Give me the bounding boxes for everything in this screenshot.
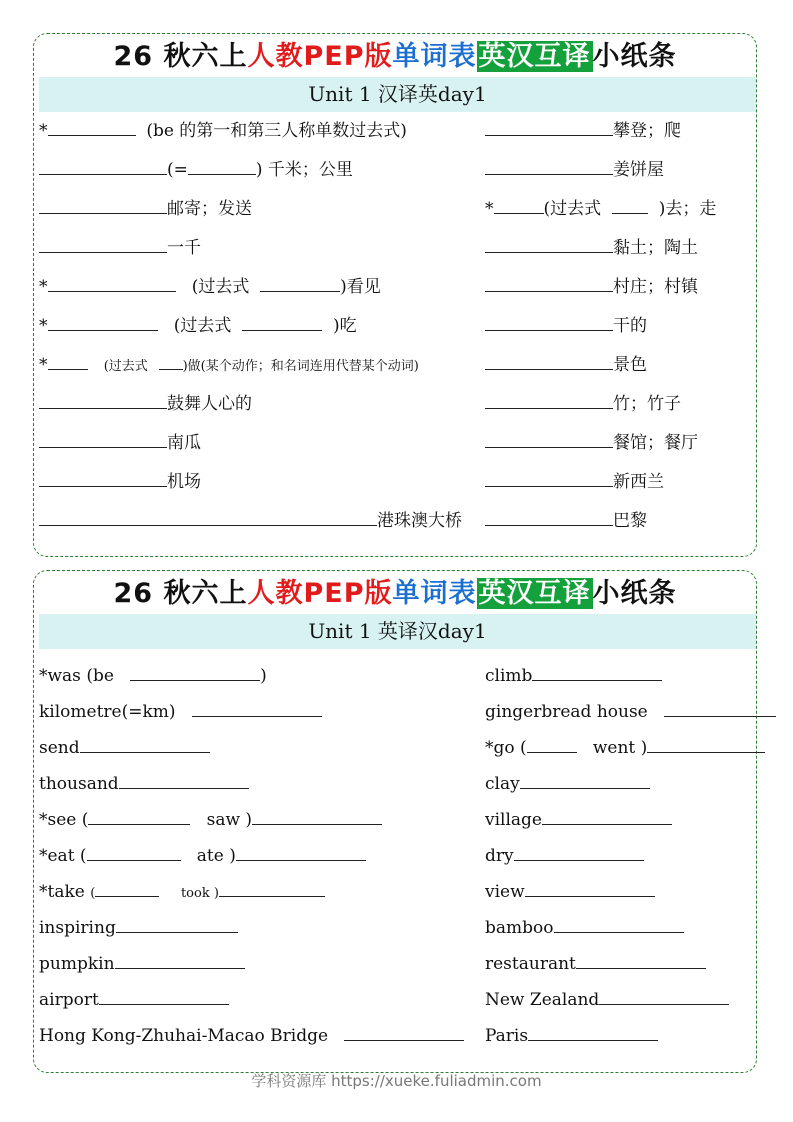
answer-blank[interactable] xyxy=(532,662,662,681)
left-item xyxy=(39,194,252,224)
item-mid: took ) xyxy=(180,886,219,901)
left-item xyxy=(39,841,366,871)
item-word: bamboo xyxy=(485,918,554,938)
left-item xyxy=(39,1021,464,1051)
item-label: 攀登；爬 xyxy=(613,121,681,141)
table-row xyxy=(39,233,756,263)
title-part-grade: 26 秋六上 xyxy=(113,41,248,72)
answer-blank[interactable] xyxy=(576,950,706,969)
answer-blank[interactable] xyxy=(39,390,167,409)
table-row xyxy=(39,985,756,1015)
left-item xyxy=(39,389,252,419)
item-word: climb xyxy=(485,666,533,686)
answer-blank[interactable] xyxy=(39,507,377,526)
title-part-wordlist: 单词表 xyxy=(392,578,477,609)
answer-blank[interactable] xyxy=(188,156,256,175)
answer-blank[interactable] xyxy=(599,986,729,1005)
answer-blank[interactable] xyxy=(514,842,644,861)
item-word: clay xyxy=(485,774,520,794)
answer-blank[interactable] xyxy=(39,468,167,487)
answer-blank[interactable] xyxy=(485,390,613,409)
item-word: *see ( xyxy=(39,810,89,830)
title-part-edition: 人教PEP版 xyxy=(247,578,393,609)
item-label: 邮寄；发送 xyxy=(167,199,252,219)
answer-blank[interactable] xyxy=(485,234,613,253)
star-mark: * xyxy=(39,277,48,297)
item-label: 一千 xyxy=(167,238,201,258)
right-item xyxy=(485,877,655,907)
right-item xyxy=(485,116,681,146)
left-item xyxy=(39,697,322,727)
table-row xyxy=(39,769,756,799)
item-word: pumpkin xyxy=(39,954,115,974)
item-open: ( xyxy=(90,886,96,901)
left-item xyxy=(39,985,229,1015)
item-label: 新西兰 xyxy=(613,472,664,492)
card-title xyxy=(34,575,756,613)
item-mid: (过去式 xyxy=(191,277,250,297)
item-mid: went ) xyxy=(592,738,648,758)
answer-blank[interactable] xyxy=(520,770,650,789)
right-item xyxy=(485,428,698,458)
answer-blank[interactable] xyxy=(48,312,158,331)
item-label: 餐馆；餐厅 xyxy=(613,433,698,453)
footer-source: 学科资源库 https://xueke.fuliadmin.com xyxy=(251,1072,542,1090)
title-part-translation: 英汉互译 xyxy=(478,578,591,609)
table-row xyxy=(39,877,756,907)
left-item xyxy=(39,428,201,458)
item-word: Paris xyxy=(485,1026,529,1046)
right-item xyxy=(485,841,644,871)
worksheet-card-en-to-cn xyxy=(33,570,757,1073)
table-row xyxy=(39,805,756,835)
left-item xyxy=(39,661,267,691)
title-part-note: 小纸条 xyxy=(592,578,677,609)
item-close: ) xyxy=(260,666,267,686)
answer-blank[interactable] xyxy=(525,878,655,897)
worksheet-card-cn-to-en xyxy=(33,33,757,557)
item-word: village xyxy=(485,810,542,830)
item-mid: (= xyxy=(167,160,188,180)
answer-blank[interactable] xyxy=(116,914,238,933)
item-label: 港珠澳大桥 xyxy=(377,511,462,531)
item-word: Hong Kong-Zhuhai-Macao Bridge xyxy=(39,1026,329,1046)
title-part-note: 小纸条 xyxy=(592,41,677,72)
item-label: 南瓜 xyxy=(167,433,201,453)
table-row xyxy=(39,949,756,979)
item-label: ) 千米；公里 xyxy=(255,160,353,180)
right-item xyxy=(485,311,647,341)
table-row xyxy=(39,697,756,727)
item-label: 景色 xyxy=(613,355,647,375)
item-label: 竹；竹子 xyxy=(613,394,681,414)
right-item xyxy=(485,272,698,302)
item-label: 鼓舞人心的 xyxy=(167,394,252,414)
item-mid: (过去式 xyxy=(543,199,602,219)
answer-blank[interactable] xyxy=(39,429,167,448)
answer-blank[interactable] xyxy=(485,156,613,175)
item-word: dry xyxy=(485,846,514,866)
answer-blank[interactable] xyxy=(647,734,765,753)
table-row xyxy=(39,733,756,763)
answer-blank[interactable] xyxy=(95,878,159,897)
answer-blank[interactable] xyxy=(485,312,613,331)
right-item xyxy=(485,769,650,799)
answer-blank[interactable] xyxy=(252,806,382,825)
left-item xyxy=(39,233,201,263)
answer-blank[interactable] xyxy=(99,986,229,1005)
right-item xyxy=(485,985,729,1015)
right-item xyxy=(485,733,765,763)
star-mark: * xyxy=(39,316,48,336)
right-item xyxy=(485,389,681,419)
left-item xyxy=(39,506,462,536)
card-title xyxy=(34,38,756,76)
item-label: )去；走 xyxy=(658,199,717,219)
table-row xyxy=(39,661,756,691)
item-word: airport xyxy=(39,990,99,1010)
table-row xyxy=(39,1021,756,1051)
table-row xyxy=(39,506,756,536)
table-row xyxy=(39,350,756,380)
title-part-edition: 人教PEP版 xyxy=(247,41,393,72)
answer-blank[interactable] xyxy=(344,1022,464,1041)
left-item xyxy=(39,116,407,146)
item-label: 姜饼屋 xyxy=(613,160,664,180)
answer-blank[interactable] xyxy=(612,195,648,214)
title-part-translation: 英汉互译 xyxy=(478,41,591,72)
answer-blank[interactable] xyxy=(115,950,245,969)
answer-blank[interactable] xyxy=(485,351,613,370)
item-word: kilometre(=km) xyxy=(39,702,176,722)
answer-blank[interactable] xyxy=(242,312,322,331)
left-item xyxy=(39,913,238,943)
answer-blank[interactable] xyxy=(664,698,776,717)
left-item xyxy=(39,272,381,302)
answer-blank[interactable] xyxy=(260,273,340,292)
item-word: *was (be xyxy=(39,666,114,686)
item-word: view xyxy=(485,882,525,902)
answer-blank[interactable] xyxy=(39,195,167,214)
table-row xyxy=(39,116,756,146)
item-word: *go ( xyxy=(485,738,527,758)
right-item xyxy=(485,949,706,979)
right-item xyxy=(485,194,716,224)
answer-blank[interactable] xyxy=(87,842,181,861)
item-label: 巴黎 xyxy=(613,511,647,531)
item-mid: (过去式 xyxy=(173,316,232,336)
left-item xyxy=(39,769,249,799)
answer-blank[interactable] xyxy=(192,698,322,717)
item-word: New Zealand xyxy=(485,990,600,1010)
left-item xyxy=(39,949,245,979)
unit-subtitle: Unit 1 汉译英day1 xyxy=(39,77,756,112)
answer-blank[interactable] xyxy=(494,195,544,214)
left-item xyxy=(39,155,353,185)
answer-blank[interactable] xyxy=(527,734,577,753)
answer-blank[interactable] xyxy=(130,662,260,681)
unit-subtitle: Unit 1 英译汉day1 xyxy=(39,614,756,649)
answer-blank[interactable] xyxy=(219,878,325,897)
title-part-wordlist: 单词表 xyxy=(392,41,477,72)
item-label: )做(某个动作；和名词连用代替某个动词) xyxy=(182,359,419,374)
item-label: 机场 xyxy=(167,472,201,492)
item-label: )看见 xyxy=(340,277,381,297)
item-mid: (过去式 xyxy=(103,359,148,374)
answer-blank[interactable] xyxy=(528,1022,658,1041)
item-word: restaurant xyxy=(485,954,576,974)
answer-blank[interactable] xyxy=(554,914,684,933)
table-row xyxy=(39,467,756,497)
left-item xyxy=(39,877,325,909)
table-row xyxy=(39,272,756,302)
answer-blank[interactable] xyxy=(485,468,613,487)
table-row xyxy=(39,389,756,419)
item-word: gingerbread house xyxy=(485,702,648,722)
item-note: (be 的第一和第三人称单数过去式) xyxy=(146,121,407,141)
answer-blank[interactable] xyxy=(48,351,88,370)
right-item xyxy=(485,1021,658,1051)
table-row xyxy=(39,913,756,943)
table-row xyxy=(39,311,756,341)
left-item xyxy=(39,733,210,763)
answer-blank[interactable] xyxy=(39,234,167,253)
left-item xyxy=(39,350,419,382)
answer-blank[interactable] xyxy=(485,429,613,448)
item-mid: ate ) xyxy=(196,846,236,866)
right-item xyxy=(485,697,776,727)
right-item xyxy=(485,661,662,691)
item-label: 干的 xyxy=(613,316,647,336)
answer-blank[interactable] xyxy=(119,770,249,789)
item-label: 黏土；陶土 xyxy=(613,238,698,258)
item-label: 村庄；村镇 xyxy=(613,277,698,297)
answer-blank[interactable] xyxy=(485,507,613,526)
right-item xyxy=(485,467,664,497)
table-row xyxy=(39,428,756,458)
right-item xyxy=(485,155,664,185)
answer-blank[interactable] xyxy=(236,842,366,861)
answer-blank[interactable] xyxy=(80,734,210,753)
right-item xyxy=(485,350,647,380)
item-word: *take xyxy=(39,882,85,902)
item-word: thousand xyxy=(39,774,119,794)
star-mark: * xyxy=(39,121,48,141)
answer-blank[interactable] xyxy=(48,117,136,136)
star-mark: * xyxy=(485,199,494,219)
answer-blank[interactable] xyxy=(48,273,176,292)
left-item xyxy=(39,805,382,835)
right-item xyxy=(485,506,647,536)
item-word: *eat ( xyxy=(39,846,87,866)
left-item xyxy=(39,467,201,497)
item-word: send xyxy=(39,738,80,758)
item-mid: saw ) xyxy=(206,810,253,830)
answer-blank[interactable] xyxy=(159,351,183,370)
answer-blank[interactable] xyxy=(88,806,190,825)
answer-blank[interactable] xyxy=(39,156,167,175)
item-word: inspiring xyxy=(39,918,116,938)
answer-blank[interactable] xyxy=(542,806,672,825)
answer-blank[interactable] xyxy=(485,273,613,292)
table-row xyxy=(39,841,756,871)
title-part-grade: 26 秋六上 xyxy=(113,578,248,609)
right-item xyxy=(485,805,672,835)
left-item xyxy=(39,311,357,341)
table-row xyxy=(39,194,756,224)
item-label: )吃 xyxy=(332,316,357,336)
star-mark: * xyxy=(39,355,48,375)
table-row xyxy=(39,155,756,185)
right-item xyxy=(485,233,698,263)
right-item xyxy=(485,913,684,943)
answer-blank[interactable] xyxy=(485,117,613,136)
